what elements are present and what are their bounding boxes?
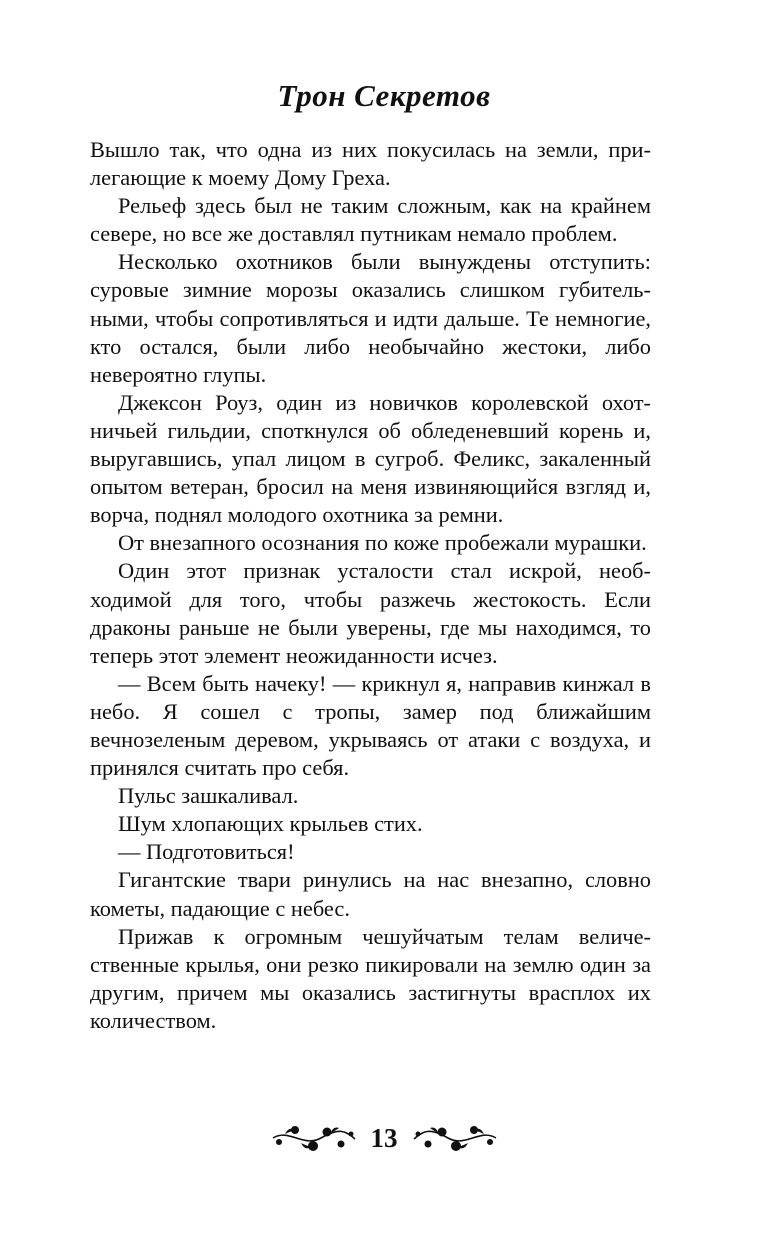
floral-vine-ornament-icon	[412, 1120, 498, 1156]
paragraph: Пульс зашкаливал.	[118, 783, 299, 809]
paragraph: Рельеф здесь был не таким сложным, как на крайнем севере, но все же доставлял путникам немало проблем.	[90, 193, 651, 247]
paragraph: Джексон Роуз, один из новичков королевской охотничьей гильдии, споткнулся об обледеневший корень и, выругавшись, упал лицом в сугроб. Феликс, закаленный опытом ветеран, бросил на меня извиняющийся взгляд и, ворча, поднял молодого охотника за ремни.	[90, 389, 651, 528]
paragraph: Гигантские твари ринулись на нас внезапно, словно кометы, падающие с небес.	[90, 867, 651, 921]
paragraph: — Подготовиться!	[118, 839, 295, 865]
page-number: 13	[370, 1122, 398, 1153]
body-text	[90, 136, 651, 1035]
paragraph: Один этот признак усталости стал искрой, необходимой для того, чтобы разжечь жестокость. Если драконы раньше не были уверены, где мы находимся, то теперь этот элемент неожиданности исчез.	[90, 558, 651, 668]
paragraph: Шум хлопающих крыльев стих.	[118, 811, 423, 837]
floral-vine-ornament-icon	[271, 1120, 357, 1156]
paragraph: — Всем быть начеку! — крикнул я, направив кинжал в небо. Я сошел с тропы, замер под ближайшим вечнозеленым деревом, укрываясь от атаки с воздуха, и принялся считать про себя.	[90, 670, 651, 781]
paragraph: От внезапного осознания по коже пробежали мурашки.	[118, 530, 647, 556]
running-title: Трон Секретов	[277, 78, 491, 113]
paragraph: Несколько охотников были вынуждены отступить: суровые зимние морозы оказались слишком губительными, чтобы сопротивляться и идти дальше. Те немногие, кто остался, были либо необычайно жестоки, либо невероятно глупы.	[90, 249, 651, 387]
paragraph: Прижав к огромным чешуйчатым телам величественные крылья, они резко пикировали на землю один за другим, причем мы оказались застигнуты врасплох их количеством.	[90, 923, 651, 1033]
folio	[0, 1118, 768, 1158]
paragraph: Вышло так, что одна из них покусилась на земли, прилегающие к моему Дому Греха.	[90, 137, 651, 191]
